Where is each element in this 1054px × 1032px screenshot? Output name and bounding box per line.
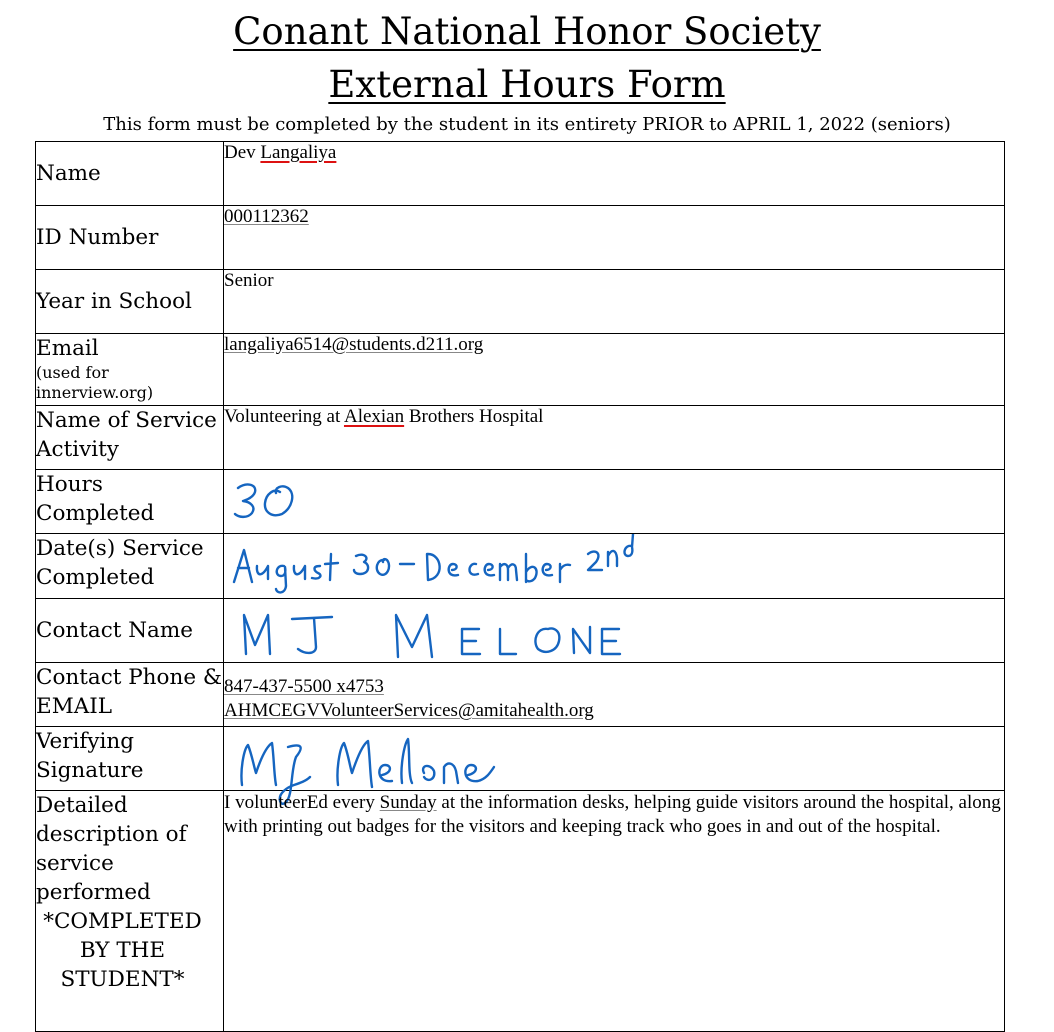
email-label: Email [36, 336, 99, 361]
name-field[interactable] [224, 142, 1005, 206]
email-note: (used for innerview.org) [36, 363, 154, 402]
year-field[interactable] [224, 270, 1005, 334]
hours-label: Hours Completed [36, 470, 224, 534]
hours-field[interactable] [224, 470, 1005, 534]
contact-email-value: AHMCEGVVolunteerServices@amitahealth.org [224, 700, 594, 721]
row-activity [36, 406, 1005, 470]
form-subtitle: External Hours Form [328, 63, 726, 106]
row-hours [36, 470, 1005, 534]
activity-pre: Volunteering at [224, 406, 341, 427]
signature-value [224, 727, 225, 728]
form-instructions: This form must be completed by the student in its entirety PRIOR to APRIL 1, 2022 (seniors) [103, 114, 951, 135]
row-year [36, 270, 1005, 334]
row-id [36, 206, 1005, 270]
dates-value [224, 534, 225, 535]
description-underlined: Sunday [379, 792, 437, 813]
contact-name-handwriting [232, 599, 632, 661]
form-title: Conant National Honor Society [233, 10, 821, 53]
activity-post: Brothers Hospital [408, 406, 544, 427]
row-dates [36, 534, 1005, 599]
id-value: 000112362 [224, 206, 309, 227]
email-field[interactable] [224, 334, 1005, 406]
signature-field[interactable] [224, 727, 1005, 791]
hours-handwriting [232, 470, 432, 532]
description-field[interactable] [224, 791, 1005, 1032]
description-note: *COMPLETED BY THE STUDENT* [43, 909, 202, 992]
description-post: at the information desks, helping guide visitors around the hospital, along with printing out badges for the visitors and keeping track who goes in and out of the hospital. [224, 792, 1001, 837]
row-signature [36, 727, 1005, 791]
row-contact-name [36, 599, 1005, 663]
description-label-cell [36, 791, 224, 1032]
contact-name-label: Contact Name [36, 599, 224, 663]
row-email [36, 334, 1005, 406]
signature-label: Verifying Signature [36, 727, 224, 791]
row-name [36, 142, 1005, 206]
email-label-cell [36, 334, 224, 406]
contact-name-value [224, 599, 225, 600]
description-label: Detailed description of service performed [36, 793, 187, 905]
contact-phone-label: Contact Phone & EMAIL [36, 663, 224, 727]
row-contact-phone [36, 663, 1005, 727]
first-name: Dev [224, 142, 256, 163]
id-field[interactable] [224, 206, 1005, 270]
name-label: Name [36, 142, 224, 206]
last-name: Langaliya [260, 142, 337, 163]
description-pre: I volunteerEd every [224, 792, 375, 813]
year-label: Year in School [36, 270, 224, 334]
dates-field[interactable] [224, 534, 1005, 599]
contact-phone-field[interactable] [224, 663, 1005, 727]
year-value: Senior [224, 270, 274, 291]
contact-name-field[interactable] [224, 599, 1005, 663]
id-label: ID Number [36, 206, 224, 270]
email-value: langaliya6514@students.d211.org [224, 334, 484, 355]
hours-value [224, 470, 225, 471]
contact-phone-value: 847-437-5500 x4753 [224, 676, 384, 697]
row-description [36, 791, 1005, 1032]
dates-handwriting [232, 534, 672, 598]
activity-flagged: Alexian [343, 406, 405, 427]
activity-label: Name of Service Activity [36, 406, 224, 470]
activity-field[interactable] [224, 406, 1005, 470]
dates-label: Date(s) Service Completed [36, 534, 224, 599]
form-table [35, 141, 1005, 1032]
